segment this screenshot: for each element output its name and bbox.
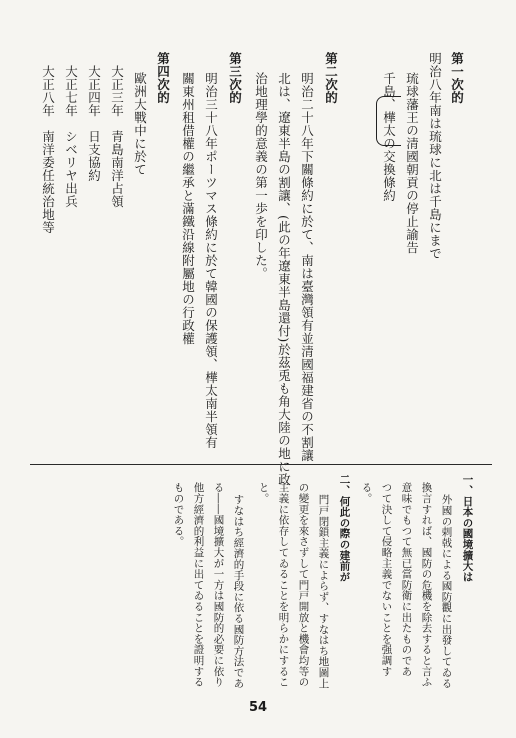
point-3-line: 他方經濟的利益に出てゐることを證明する bbox=[192, 482, 205, 688]
point-2-line: の變更を來さずして門戸開放と機會均等の bbox=[297, 482, 310, 688]
section-1-line: 琉球藩王の清國朝貢の停止諭告 bbox=[404, 72, 420, 254]
point-3-line: すなはち經濟的手段に依る國防方法であ bbox=[232, 494, 245, 689]
section-3-heading: 第三次的 bbox=[227, 52, 243, 104]
point-2-line: と。 bbox=[257, 482, 270, 504]
section-1-heading: 第一次的 bbox=[449, 52, 465, 104]
section-1-line: 明治八年南は琉球に北は千島にまで bbox=[427, 52, 443, 260]
point-1-line: 換言すれば、國防の危機を除去すると言ふ bbox=[420, 482, 433, 688]
section-3-line: 關東州租借權の繼承と滿鐵沿線附屬地の行政權 bbox=[180, 72, 196, 345]
section-4-line: 大正八年 南洋委任統治地等 bbox=[40, 65, 56, 234]
section-1-line: 千島、樺太の交換條約 bbox=[381, 72, 397, 202]
point-2-line: 主義に依存してゐることを明らかにするこ bbox=[277, 482, 290, 688]
point-1-heading: 一、日本の國境擴大は bbox=[461, 474, 474, 582]
section-4-heading: 第四次的 bbox=[155, 52, 171, 104]
section-4-line: 大正三年 青島南洋占領 bbox=[109, 65, 125, 208]
section-3-line: 明治三十八年ポーツマス條約に於て韓國の保護領、樺太南半領有 bbox=[203, 72, 219, 449]
point-3-line: ものである。 bbox=[172, 482, 185, 547]
section-2-line: 治地理學的意義の第一歩を印した。 bbox=[253, 72, 269, 280]
point-1-line: 意味でもつて無已當防衛に出たものであ bbox=[400, 482, 413, 677]
section-4-line: 大正四年 日支協約 bbox=[86, 65, 102, 182]
section-2-line: 北は、遼東半島の割讓、(此の年遼東半島還付)於茲兎も角大陸の地に政 bbox=[276, 72, 292, 486]
section-2-heading: 第二次的 bbox=[323, 52, 339, 104]
section-4-line: 歐洲大戰中に於て bbox=[132, 72, 148, 176]
point-2-line: 門戸閉鎖主義によらず、すなはち地圖上 bbox=[317, 494, 330, 689]
bracket-mark bbox=[376, 96, 401, 146]
point-2-heading: 二、何此の際の建前が bbox=[338, 474, 351, 582]
point-3-line: る――國境擴大が一方は國防的必要に依り bbox=[212, 482, 225, 688]
section-4-line: 大正七年 シベリヤ出兵 bbox=[63, 65, 79, 208]
section-2-line: 明治二十八年下關條約に於て、南は臺灣領有並清國福建省の不割讓 bbox=[299, 72, 315, 462]
point-1-line: る。 bbox=[360, 482, 373, 504]
point-1-line: 外國の剌戟による國防觀に出發してゐる bbox=[440, 494, 453, 689]
page-number: 54 bbox=[248, 700, 268, 715]
horizontal-divider bbox=[30, 464, 492, 465]
point-1-line: つて決して侵略主義でないことを强調す bbox=[380, 482, 393, 677]
